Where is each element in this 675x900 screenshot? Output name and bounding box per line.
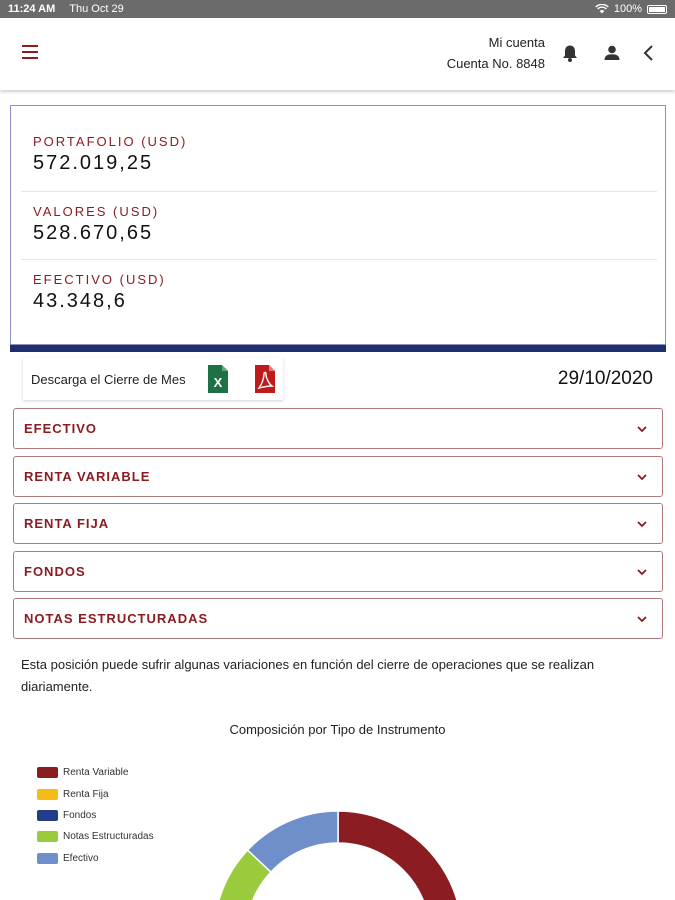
portfolio-label: PORTAFOLIO (USD) bbox=[33, 134, 188, 149]
section-label: NOTAS ESTRUCTURADAS bbox=[24, 611, 209, 626]
section-label: FONDOS bbox=[24, 564, 86, 579]
legend-label: Renta Fija bbox=[63, 788, 109, 800]
portfolio-value: 572.019,25 bbox=[33, 152, 154, 174]
section-label: RENTA VARIABLE bbox=[24, 469, 151, 484]
status-date: Thu Oct 29 bbox=[69, 3, 124, 15]
account-title: Mi cuenta bbox=[488, 35, 545, 50]
cash-value: 43.348,6 bbox=[33, 290, 127, 312]
legend-label: Efectivo bbox=[63, 852, 99, 864]
donut-slice-efectivo[interactable] bbox=[248, 811, 338, 872]
section-label: EFECTIVO bbox=[24, 421, 98, 436]
battery-percent: 100% bbox=[613, 3, 642, 15]
excel-letter: X bbox=[213, 375, 223, 390]
variation-disclaimer: Esta posición puede sufrir algunas variaciones en función del cierre de operaciones que se realizan diariamente. bbox=[21, 657, 595, 694]
legend-label: Notas Estructuradas bbox=[63, 831, 154, 843]
section-label: RENTA FIJA bbox=[24, 516, 110, 531]
chart-title: Composición por Tipo de Instrumento bbox=[229, 722, 446, 737]
account-number: Cuenta No. 8848 bbox=[446, 56, 545, 71]
values-label: VALORES (USD) bbox=[33, 204, 160, 219]
legend-label: Renta Variable bbox=[63, 767, 129, 779]
statement-date: 29/10/2020 bbox=[557, 368, 653, 389]
cash-label: EFECTIVO (USD) bbox=[33, 272, 166, 287]
legend-label: Fondos bbox=[63, 809, 97, 821]
status-time: 11:24 AM bbox=[8, 3, 56, 15]
download-label: Descarga el Cierre de Mes bbox=[31, 371, 186, 387]
values-value: 528.670,65 bbox=[33, 222, 154, 244]
